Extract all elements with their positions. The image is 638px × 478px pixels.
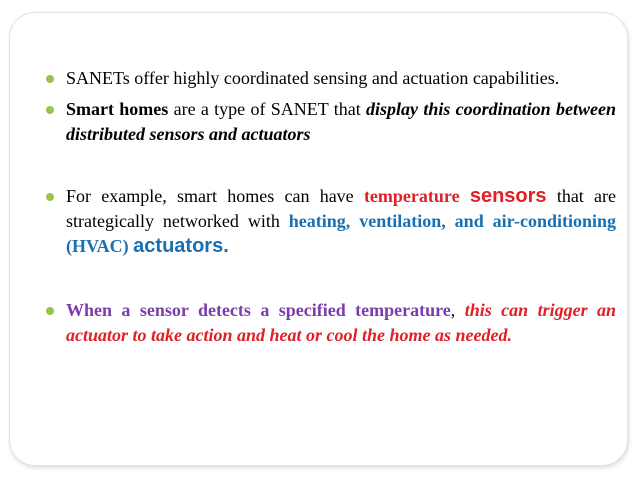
- bullet-list: [44, 66, 616, 348]
- sensors-term: sensors: [469, 185, 547, 207]
- actuators-term: actuators.: [133, 235, 229, 257]
- bullet-sanets: [44, 66, 616, 91]
- temperature-term: temperature: [363, 186, 460, 206]
- round-bullet-icon: [46, 307, 54, 315]
- sensor-detects-text: When a sensor detects a specified temperature: [66, 300, 451, 320]
- trigger-actuator-text: this can trigger an actuator to take action and heat or cool the home as needed.: [66, 300, 617, 345]
- emphasis-text: display this coordination between distributed sensors and actuators: [66, 99, 616, 144]
- round-bullet-icon: [46, 106, 54, 114]
- smart-homes-term: Smart homes: [66, 99, 169, 119]
- bullet-text: SANETs offer highly coordinated sensing and actuation capabilities.: [66, 68, 560, 88]
- hvac-term: heating, ventilation, and air-conditioning (HVAC): [66, 211, 617, 256]
- comma-text: ,: [450, 300, 465, 320]
- round-bullet-icon: [46, 75, 54, 83]
- bullet-text: that are strategically networked with: [66, 186, 617, 231]
- bullet-smart-homes: [44, 97, 616, 147]
- bullet-example: [44, 184, 616, 259]
- bullet-text: are a type of SANET that: [168, 99, 367, 119]
- round-bullet-icon: [46, 193, 54, 201]
- bullet-text: For example, smart homes can have: [66, 186, 364, 206]
- bullet-trigger: [44, 298, 616, 348]
